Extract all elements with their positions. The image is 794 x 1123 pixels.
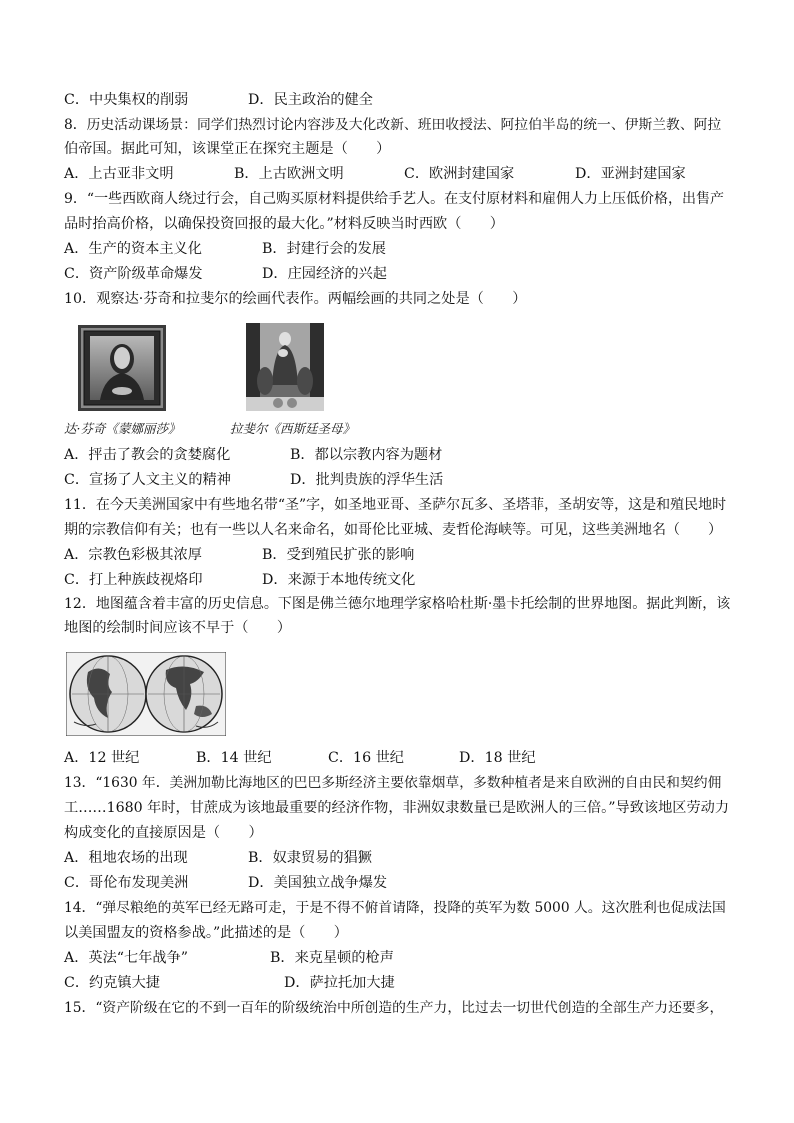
q13-stem-line1: 13．“1630 年．美洲加勒比海地区的巴巴多斯经济主要依靠烟草，多数种植者是来自欧洲的自由民和契约佣 <box>64 775 722 791</box>
q14-option-c[interactable]: C．约克镇大捷 <box>64 975 160 991</box>
q12-option-c[interactable]: C．16 世纪 <box>328 750 404 766</box>
q8-option-d[interactable]: D．亚洲封建国家 <box>575 166 686 182</box>
q12-option-d[interactable]: D．18 世纪 <box>459 750 536 766</box>
q14-option-a[interactable]: A．英法“七年战争” <box>64 950 189 966</box>
q11-stem-line1: 11．在今天美洲国家中有些地名带“圣”字，如圣地亚哥、圣萨尔瓦多、圣塔菲，圣胡安等，这是和殖民地时 <box>64 497 727 513</box>
q12-stem-line1: 12．地图蕴含着丰富的历史信息。下图是佛兰德尔地理学家格哈杜斯·墨卡托绘制的世界地图。据此判断，该 <box>64 596 731 612</box>
mona-lisa-caption: 达·芬奇《蒙娜丽莎》 <box>64 421 181 436</box>
q10-option-a[interactable]: A．抨击了教会的贪婪腐化 <box>64 447 231 463</box>
sistine-madonna-image <box>246 323 324 411</box>
q14-option-d[interactable]: D．萨拉托加大捷 <box>284 975 395 991</box>
q12-option-a[interactable]: A．12 世纪 <box>64 750 140 766</box>
q12-stem-line2: 地图的绘制时间应该不早于（ ） <box>64 620 292 636</box>
q9-option-d[interactable]: D．庄园经济的兴起 <box>262 266 387 282</box>
q10-option-d[interactable]: D．批判贵族的浮华生活 <box>290 472 444 488</box>
q10-option-b[interactable]: B．都以宗教内容为题材 <box>290 447 443 463</box>
sistine-madonna-caption: 拉斐尔《西斯廷圣母》 <box>230 421 356 436</box>
mona-lisa-image <box>78 325 166 411</box>
q11-option-c[interactable]: C．打上种族歧视烙印 <box>64 572 203 588</box>
q14-option-b[interactable]: B．来克星顿的枪声 <box>270 950 394 966</box>
q8-option-a[interactable]: A．上古亚非文明 <box>64 166 174 182</box>
q13-option-a[interactable]: A．租地农场的出现 <box>64 850 188 866</box>
q15-stem-line1: 15．“资产阶级在它的不到一百年的阶级统治中所创造的生产力，比过去一切世代创造的全部生产力还要多， <box>64 1000 724 1016</box>
q11-stem-line2: 期的宗教信仰有关；也有一些以人名来命名，如哥伦比亚城、麦哲伦海峡等。可见，这些美洲地名（ ） <box>64 522 722 538</box>
q13-stem-line2: 工……1680 年时，甘蔗成为该地最重要的经济作物，非洲奴隶数量已是欧洲人的三倍。”导致该地区劳动力 <box>64 800 730 816</box>
q13-option-d[interactable]: D．美国独立战争爆发 <box>248 875 388 891</box>
q13-option-c[interactable]: C．哥伦布发现美洲 <box>64 875 189 891</box>
q8-stem-line2: 伯帝国。据此可知，该课堂正在探究主题是（ ） <box>64 141 391 157</box>
q8-stem-line1: 8．历史活动课场景：同学们热烈讨论内容涉及大化改新、班田收授法、阿拉伯半岛的统一、伊斯兰教、阿拉 <box>64 117 722 133</box>
q9-stem-line1: 9．“一些西欧商人绕过行会，自己购买原材料提供给手艺人。在支付原材料和雇佣人力上压低价格，出售产 <box>64 191 725 207</box>
q11-option-d[interactable]: D．来源于本地传统文化 <box>262 572 416 588</box>
q8-option-c[interactable]: C．欧洲封建国家 <box>404 166 515 182</box>
q9-stem-line2: 品时抬高价格，以确保投资回报的最大化。”材料反映当时西欧（ ） <box>64 216 504 232</box>
q13-option-b[interactable]: B．奴隶贸易的猖獗 <box>248 850 372 866</box>
q10-option-c[interactable]: C．宣扬了人文主义的精神 <box>64 472 231 488</box>
q11-option-a[interactable]: A．宗教色彩极其浓厚 <box>64 547 202 563</box>
q12-option-b[interactable]: B．14 世纪 <box>196 750 272 766</box>
q8-option-b[interactable]: B．上古欧洲文明 <box>234 166 344 182</box>
q7-option-d[interactable]: D．民主政治的健全 <box>248 92 373 108</box>
q9-option-c[interactable]: C．资产阶级革命爆发 <box>64 266 203 282</box>
q14-stem-line2: 以美国盟友的资格参战。”此描述的是（ ） <box>64 925 348 941</box>
q7-option-c[interactable]: C．中央集权的削弱 <box>64 92 189 108</box>
mercator-world-map-image <box>66 652 226 736</box>
q9-option-b[interactable]: B．封建行会的发展 <box>262 241 386 257</box>
q14-stem-line1: 14．“弹尽粮绝的英军已经无路可走，于是不得不俯首请降，投降的英军为数 5000 人。这次胜利也促成法国 <box>64 900 726 916</box>
q13-stem-line3: 构成变化的直接原因是（ ） <box>64 825 263 841</box>
q10-stem: 10．观察达·芬奇和拉斐尔的绘画代表作。两幅绘画的共同之处是（ ） <box>64 291 527 307</box>
q9-option-a[interactable]: A．生产的资本主义化 <box>64 241 202 257</box>
q11-option-b[interactable]: B．受到殖民扩张的影响 <box>262 547 415 563</box>
